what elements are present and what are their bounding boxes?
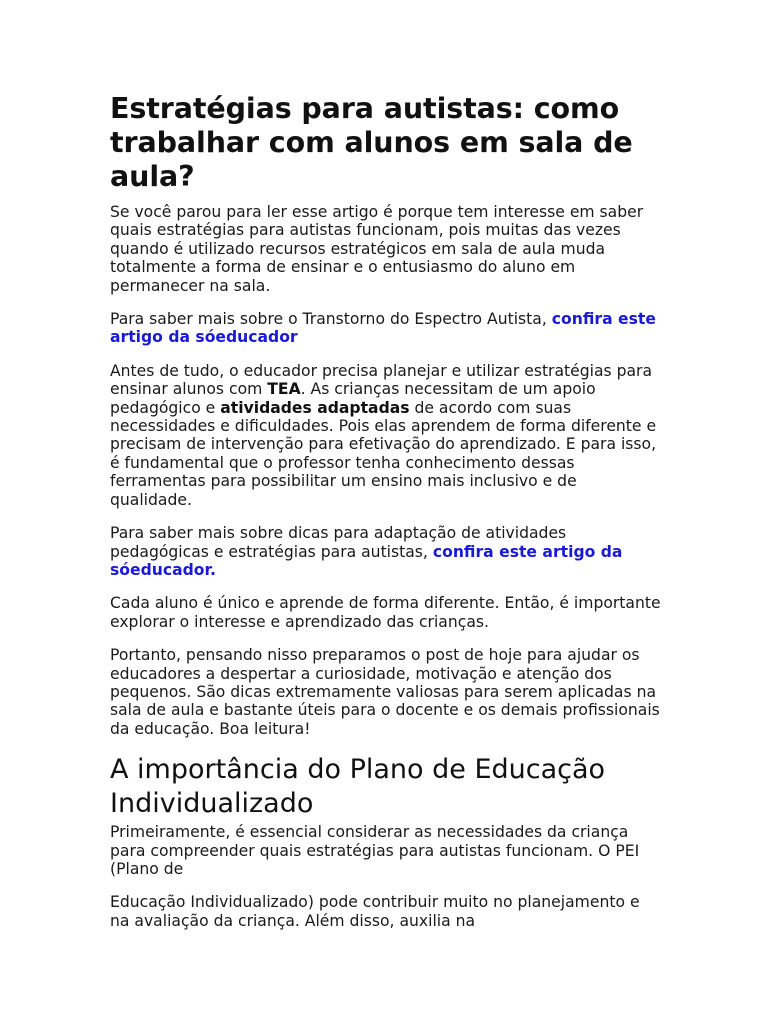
pei-paragraph-2: Educação Individualizado) pode contribuir muito no planejamento e na avaliação da criança. Além disso, auxilia na — [110, 893, 640, 930]
adaptation-tips-text: Para saber mais sobre dicas para adaptação de atividades pedagógicas e estratégias para autistas, — [110, 524, 567, 561]
educator-text-1: Antes de tudo, o educador precisa planejar e utilizar estratégias para ensinar alunos com — [110, 361, 653, 399]
adaptation-tips-paragraph — [110, 524, 662, 579]
educator-strategies-paragraph — [110, 362, 662, 509]
unique-student-paragraph: Cada aluno é único e aprende de forma diferente. Então, é importante explorar o interesse e aprendizado das crianças. — [110, 594, 661, 631]
intro-paragraph: Se você parou para ler esse artigo é porque tem interesse em saber quais estratégias para autistas funcionam, pois muitas das vezes quando é utilizado recursos estratégicos em sala de aula muda totalmente a forma de ensinar e o entusiasmo do aluno em permanecer na sala. — [110, 203, 644, 295]
autism-info-paragraph — [110, 310, 662, 347]
educator-text-3: de acordo com suas necessidades e dificuldades. Pois elas aprendem de forma diferente e precisam de intervenção para efetivação do aprendizado. E para isso, é fundamental que o professor tenha conhecimento dessas ferramentas para possibilitar um ensino mais inclusivo e de qualidade. — [110, 398, 657, 509]
adaptation-article-link[interactable]: confira este artigo da sóeducador. — [110, 542, 623, 579]
autism-article-link[interactable]: confira este artigo da sóeducador — [110, 310, 656, 347]
post-purpose-paragraph: Portanto, pensando nisso preparamos o post de hoje para ajudar os educadores a despertar a curiosidade, motivação e atenção dos pequenos. São dicas extremamente valiosas para serem aplicadas na sala de aula e bastante úteis para o docente e os demais profissionais da educação. Boa leitura! — [110, 646, 660, 738]
educator-text-2: . As crianças necessitam de um apoio pedagógico e — [110, 380, 596, 417]
section-heading-pei: A importância do Plano de Educação Individualizado — [110, 754, 606, 820]
adapted-activities-bold: atividades adaptadas — [220, 398, 410, 417]
pei-paragraph-1: Primeiramente, é essencial considerar as necessidades da criança para compreender quais estratégias para autistas funcionam. O PEI (Plano de — [110, 823, 640, 878]
autism-info-text: Para saber mais sobre o Transtorno do Espectro Autista, — [110, 310, 552, 329]
article — [110, 92, 662, 945]
tea-bold: TEA — [267, 380, 301, 399]
article-title: Estratégias para autistas: como trabalhar com alunos em sala de aula? — [110, 92, 633, 193]
